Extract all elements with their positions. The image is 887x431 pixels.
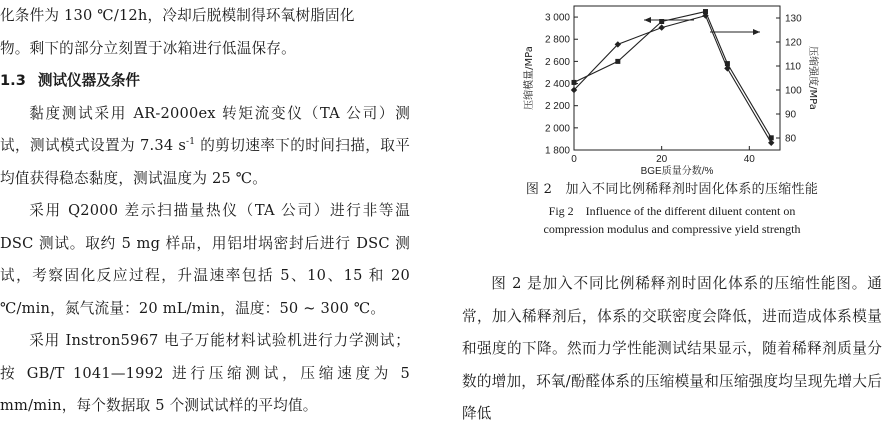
y-left-tick-label: 2 000 — [544, 123, 570, 135]
x-tick-label: 0 — [571, 154, 577, 165]
modulus-series-line — [574, 12, 771, 138]
x-tick-label: 40 — [743, 154, 755, 165]
paragraph-results: 图 2 是加入不同比例稀释剂时固化体系的压缩性能图。通常，加入稀释剂后，体系的交联密度会降低，进而造成体系模量和强度的下降。然而力学性能测试结果显示，随着稀释剂质量分数的增加，环氧/酚醛体系的压缩模量和压缩强度均呈现先增大后降低 — [462, 275, 882, 422]
y-right-tick-label: 100 — [785, 85, 802, 97]
strength-series-line — [574, 16, 771, 143]
y-left-tick-label: 1 800 — [544, 145, 570, 157]
paragraph-text: 的剪切速率下的时间扫描，取平均值获得稳态黏度，测试温度为 25 ℃。 — [0, 137, 411, 187]
text-line: 化条件为 130 ℃/12h，冷却后脱模制得环氧树脂固化 — [0, 7, 355, 24]
figure-caption-en: compression modulus and compressive yield strength — [543, 222, 801, 236]
left-axis-arrowhead — [644, 17, 651, 23]
x-axis-label: BGE质量分数/% — [640, 166, 714, 175]
modulus-data-point — [615, 59, 620, 64]
right-column — [462, 0, 882, 428]
figure-2 — [462, 0, 882, 175]
plot-frame — [574, 6, 780, 150]
paragraph-mechanical: 采用 Instron5967 电子万能材料试验机进行力学测试；按 GB/T 1041—1992 进行压缩测试，压缩速度为 5 mm/min，每个数据取 5 个测试试样的平均值。 — [0, 332, 410, 414]
figure-caption-cn: 图 2 加入不同比例稀释剂时固化体系的压缩性能 — [525, 182, 819, 197]
strength-data-point — [724, 65, 730, 71]
right-axis-arrowhead — [753, 29, 760, 35]
modulus-data-point — [572, 80, 577, 85]
y-left-tick-label: 2 200 — [544, 101, 570, 113]
figure-caption-en: Fig 2 Influence of the different diluent content on — [548, 204, 796, 218]
superscript: -1 — [186, 137, 196, 148]
y-right-tick-label: 90 — [785, 109, 797, 121]
compression-chart — [462, 0, 882, 175]
strength-data-point — [768, 140, 774, 146]
paragraph-dsc: 采用 Q2000 差示扫描量热仪（TA 公司）进行非等温 DSC 测试。取约 5 mg 样品，用铝坩埚密封后进行 DSC 测试，考察固化反应过程，升温速率包括 5、10、15 和 20 ℃/min，氮气流量：20 mL/min，温度：50 ~ 300 ℃。 — [0, 202, 410, 317]
y-right-tick-label: 120 — [785, 37, 802, 49]
text-line: 物。剩下的部分立刻置于冰箱进行低温保存。 — [0, 39, 296, 57]
section-title: 测试仪器及条件 — [37, 72, 141, 89]
strength-data-point — [658, 24, 664, 30]
y-left-axis-label: 压缩模量/MPa — [524, 46, 535, 110]
paragraph-text: 黏度测试采用 AR-2000ex 转矩流变仪（TA 公司）测试，测试模式设置为 7.34 s — [0, 104, 410, 154]
y-left-tick-label: 2 600 — [544, 56, 570, 68]
y-right-tick-label: 130 — [785, 13, 802, 25]
y-right-tick-label: 110 — [785, 61, 801, 73]
x-tick-label: 20 — [656, 154, 668, 165]
y-right-tick-label: 80 — [785, 133, 797, 145]
left-column — [0, 0, 410, 428]
y-left-tick-label: 2 400 — [544, 79, 570, 91]
y-left-tick-label: 3 000 — [544, 12, 570, 24]
y-right-axis-label: 压缩强度/MPa — [807, 46, 818, 110]
section-heading — [0, 65, 410, 98]
paragraph-viscosity — [0, 98, 410, 196]
right-paragraph-block — [462, 268, 882, 431]
y-left-tick-label: 2 800 — [544, 34, 570, 46]
section-number: 1.3 — [0, 72, 26, 89]
